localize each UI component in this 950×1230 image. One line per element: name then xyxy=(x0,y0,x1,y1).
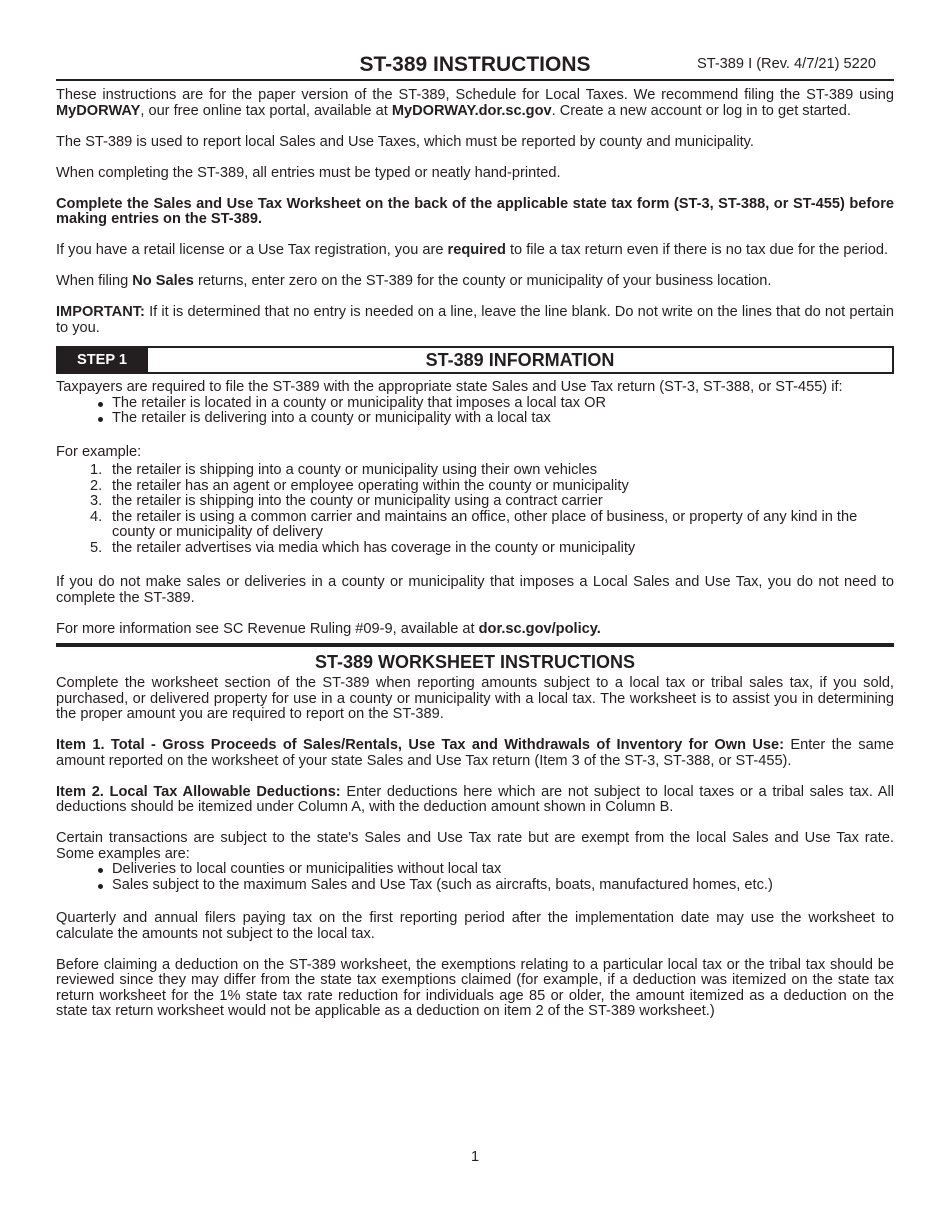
section-divider xyxy=(56,643,894,647)
step-1-section xyxy=(56,380,894,637)
document-page xyxy=(56,0,894,1020)
list-item xyxy=(90,494,894,510)
intro-text: These instructions are for the paper version of the ST-389, Schedule for Local Taxes. We recommend filing the ST-389 using xyxy=(56,87,894,103)
step-1-bullet-list xyxy=(56,396,894,427)
worksheet-paragraph-4: Before claiming a deduction on the ST-389 worksheet, the exemptions relating to a particular local tax or the tribal tax should be reviewed since they may differ from the state tax exemptions claimed (for example, if a deduction was itemized on the state tax return worksheet for the 1% state tax rate reduction for individuals age 85 or older, the amount itemized as a deduction on the state tax return worksheet would not be applicable as a deduction on item 2 of the ST-389 worksheet.) xyxy=(56,956,894,1019)
list-item: Sales subject to the maximum Sales and Use Tax (such as aircrafts, boats, manufactured homes, etc.) xyxy=(96,878,894,894)
intro-text: returns, enter zero on the ST-389 for the county or municipality of your business location. xyxy=(193,273,772,289)
intro-text: If it is determined that no entry is needed on a line, leave the line blank. Do not write on the lines that do not pertain to you. xyxy=(56,304,894,336)
step-1-paragraph-2: If you do not make sales or deliveries in a county or municipality that imposes a Local Sales and Use Tax, you do not need to complete the ST-389. xyxy=(56,574,894,606)
list-item xyxy=(90,479,894,495)
list-text: the retailer advertises via media which has coverage in the county or municipality xyxy=(112,539,636,556)
example-label: For example: xyxy=(56,443,142,460)
worksheet-section xyxy=(56,676,894,1020)
required-emphasis: required xyxy=(447,242,506,258)
step-1-heading: ST-389 INFORMATION xyxy=(425,350,615,370)
worksheet-paragraph-1: Complete the worksheet section of the ST-389 when reporting amounts subject to a local tax or tribal sales tax, if you sold, purchased, or delivered property for use in a county or municipality with a local tax. The worksheet is to assist you in determining the proper amount you are required to report on the ST-389. xyxy=(56,675,894,722)
list-text: the retailer is using a common carrier and maintains an office, other place of business, or property of any kind in the county or municipality of delivery xyxy=(112,508,858,540)
intro-text: If you have a retail license or a Use Tax registration, you are xyxy=(56,242,448,258)
page-number: 1 xyxy=(470,1149,480,1165)
intro-paragraph-1 xyxy=(56,88,894,119)
list-text: the retailer has an agent or employee operating within the county or municipality xyxy=(112,477,629,494)
example-list xyxy=(56,463,894,556)
item-2-paragraph xyxy=(56,785,894,816)
list-item: The retailer is delivering into a county or municipality with a local tax xyxy=(96,411,894,427)
list-item: Deliveries to local counties or municipalities without local tax xyxy=(96,862,894,878)
list-number: 4. xyxy=(90,508,103,525)
list-number: 3. xyxy=(90,493,103,509)
intro-paragraph-6 xyxy=(56,274,894,290)
form-revision-id: ST-389 I (Rev. 4/7/21) 5220 xyxy=(696,56,876,72)
intro-paragraph-7 xyxy=(56,305,894,336)
header-rule xyxy=(56,79,894,81)
no-sales-emphasis: No Sales xyxy=(132,273,194,289)
mydorway-name: MyDORWAY xyxy=(56,102,141,119)
intro-paragraph-2: The ST-389 is used to report local Sales and Use Taxes, which must be reported by county and municipality. xyxy=(56,133,754,150)
worksheet-bullet-list xyxy=(56,862,894,893)
worksheet-paragraph-3: Quarterly and annual filers paying tax on the first reporting period after the implementation date may use the worksheet to calculate the amounts not subject to the local tax. xyxy=(56,910,894,942)
item-2-label: Item 2. Local Tax Allowable Deductions: xyxy=(56,783,341,800)
item-2-text: Enter deductions here which are not subject to local taxes or a tribal sales tax. All deductions should be itemized under Column A, with the deduction amount shown in Column B. xyxy=(56,783,894,815)
intro-text: to file a tax return even if there is no tax due for the period. xyxy=(505,242,889,258)
intro-text: When filing xyxy=(56,273,133,289)
intro-paragraph-4 xyxy=(56,197,894,228)
list-item xyxy=(90,510,894,541)
step-1-paragraph-3 xyxy=(56,622,894,638)
intro-section xyxy=(56,88,894,336)
list-text: the retailer is shipping into the county or municipality using a contract carrier xyxy=(112,493,603,509)
list-number: 2. xyxy=(90,477,103,494)
intro-paragraph-5 xyxy=(56,243,894,259)
item-1-label: Item 1. Total - Gross Proceeds of Sales/Rentals, Use Tax and Withdrawals of Inventory for Own Use: xyxy=(56,737,785,753)
item-1-paragraph xyxy=(56,738,894,769)
intro-text: , our free online tax portal, available at xyxy=(140,102,392,119)
list-text: the retailer is shipping into a county or municipality using their own vehicles xyxy=(112,462,598,478)
document-header xyxy=(56,0,894,80)
important-label: IMPORTANT: xyxy=(56,304,145,320)
list-item xyxy=(90,541,894,557)
page-title: ST-389 INSTRUCTIONS xyxy=(359,53,591,76)
worksheet-notice: Complete the Sales and Use Tax Worksheet on the back of the applicable state tax form (ST-3, ST-388, or ST-455) before making entries on the ST-389. xyxy=(56,195,894,227)
step-1-label: STEP 1 xyxy=(56,346,148,374)
step-1-paragraph-1: Taxpayers are required to file the ST-389 with the appropriate state Sales and Use Tax return (ST-3, ST-388, or ST-455) if: xyxy=(56,379,843,395)
intro-text: . Create a new account or log in to get started. xyxy=(551,102,851,119)
step-1-text: For more information see SC Revenue Ruling #09-9, available at xyxy=(56,620,479,637)
worksheet-paragraph-2: Certain transactions are subject to the state's Sales and Use Tax rate but are exempt from the local Sales and Use Tax rate. Some examples are: xyxy=(56,830,894,862)
list-item: The retailer is located in a county or municipality that imposes a local tax OR xyxy=(96,396,894,412)
list-number: 5. xyxy=(90,539,103,556)
worksheet-heading: ST-389 WORKSHEET INSTRUCTIONS xyxy=(314,652,636,672)
step-1-bar xyxy=(56,346,894,374)
mydorway-url: MyDORWAY.dor.sc.gov xyxy=(391,102,552,119)
policy-link[interactable]: dor.sc.gov/policy. xyxy=(478,620,601,637)
list-number: 1. xyxy=(90,462,103,478)
intro-paragraph-3: When completing the ST-389, all entries must be typed or neatly hand-printed. xyxy=(56,164,561,181)
list-item xyxy=(90,463,894,479)
item-1-text: Enter the same amount reported on the worksheet of your state Sales and Use Tax return (Item 3 of the ST-3, ST-388, or ST-455). xyxy=(56,737,894,769)
